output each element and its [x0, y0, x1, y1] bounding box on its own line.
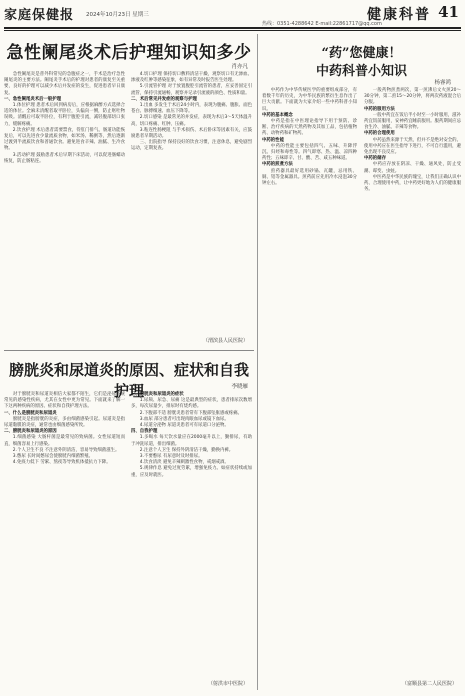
paragraph: 1.体位护理 患者术后回到病房后，应根据麻醉方式选择合适的体位。全麻未清醒者取平卧位，头偏向一侧，防止呕吐物误吸。清醒后可取半卧位，有利于腹腔引流，减轻腹部切口张力，缓解疼痛。 — [4, 103, 125, 127]
right-column — [262, 32, 461, 692]
article3-col2 — [364, 88, 461, 193]
article1-title: 急性阑尾炎术后护理知识知多少 — [6, 43, 252, 63]
paragraph: 3.活动护理 鼓励患者术后早期下床活动，可以促进肠蠕动恢复，防止肠粘连。 — [4, 152, 125, 164]
paragraph: 膀胱炎是指膀胱的炎症，多由细菌感染引起。尿道炎是指尿道黏膜的炎症，通常也由细菌感染所致。 — [4, 416, 125, 429]
subheading: 中药的合理使用 — [364, 131, 395, 137]
issue-date: 2024年10月23日 星期三 — [86, 12, 149, 18]
paragraph: 4.免疫力低下 劳累、熬夜等导致机体抵抗力下降。 — [12, 460, 111, 466]
paragraph: 1.细菌感染 大肠杆菌是最常见的致病菌。女性尿道短而直，细菌容易上行感染。 — [4, 435, 125, 447]
page-header — [4, 2, 461, 26]
article1-source: （渭滨县人民医院） — [202, 338, 248, 344]
article2-col1 — [4, 392, 125, 466]
column-divider — [257, 34, 258, 690]
subheading: 三、膀胱炎和尿道炎的症状 — [131, 392, 184, 397]
paragraph: 中药是指在中医理论指导下用于预防、诊断、治疗疾病的天然药物及其加工品，包括植物药、动物药和矿物药。 — [262, 119, 357, 137]
article3-col1 — [262, 88, 357, 187]
paragraph: 3.粘连性肠梗阻 与手术损伤、术后卧床等因素有关，应鼓励患者早期活动。 — [131, 127, 252, 140]
page-number: 41 — [438, 3, 459, 21]
paragraph: 4.切口护理 保持切口敷料清洁干燥，观察切口有无渗血、渗液及红肿等感染征象，如有异常及时报告医生处理。 — [131, 72, 252, 84]
paragraph: 3.不要憋尿 有尿意时及时排尿。 — [139, 454, 203, 460]
article3-author: 杨睿鸿 — [434, 80, 451, 86]
article1-col1 — [4, 72, 125, 165]
paragraph: 对于膀胱炎和尿道炎相信大家都不陌生，它们是泌尿系统常见的感染性疾病，尤其在女性中更为常见。下面就来了解一下这两种疾病的原因、症状和自我护理方法。 — [4, 392, 125, 410]
contact-info: 热线：0351-4288642 E-mail:22861717@qq.com — [262, 21, 382, 27]
paragraph: 5.引流管护理 对于放置腹腔引流管的患者，应妥善固定引流管，保持引流通畅，观察并记录引流液的颜色、性质和量。 — [131, 84, 252, 96]
paragraph: 中药作为中华传统医学的重要组成部分，有着数千年的历史，为中华民族的繁衍生息作出了巨大贡献。下面就为大家介绍一些中药科普小知识。 — [262, 88, 357, 112]
subheading: 二、膀胱炎和尿道炎的原因 — [4, 429, 57, 435]
paragraph: 中药虽然来源于天然，但并不是绝对安全的。使用中药应在医生指导下进行，不可自行滥用，避免出现不良反应。 — [364, 137, 461, 156]
subheading: 一、急性阑尾炎术后一般护理 — [4, 96, 62, 102]
subheading: 中药的煎煮方法 — [262, 162, 293, 168]
header-rule-thin — [4, 30, 461, 31]
paragraph: 1.多喝水 每天饮水量应在2000毫升以上，勤排尿，有助于冲洗尿道，排出细菌。 — [131, 435, 252, 447]
subheading: 中药的性能 — [262, 137, 284, 143]
paragraph: 2.注意个人卫生 保持外阴清洁干燥，勤换内裤。 — [139, 447, 234, 453]
paragraph: 4.饮食清淡 避免辛辣刺激性食物，戒烟戒酒。 — [139, 460, 229, 466]
article1-author: 肖亦凡 — [231, 64, 248, 70]
article2-author: 李晓雁 — [231, 384, 248, 390]
paragraph: 中药的性能主要包括四气、五味、升降浮沉、归经和毒性等。四气即寒、热、温、凉四种药性；五味即辛、甘、酸、苦、咸五种味道。 — [262, 143, 357, 162]
paragraph: 急性阑尾炎是普外科常见的急腹症之一，手术是治疗急性阑尾炎的主要方法。阑尾炎手术后的护理对患者的康复至关重要，良好的护理可以减少术后并发症的发生，促进患者早日康复。 — [4, 72, 125, 96]
paragraph: 5.规律作息 避免过度劳累，增强免疫力。如症状持续或加重，应及时就医。 — [131, 466, 252, 478]
paragraph: 2.饮食护理 术后患者需要禁食，待肛门排气、肠道功能恢复后，可以先进食少量流质食物，如米汤、稀粥等，然后逐渐过渡到半流质饮食和普通饮食。避免进食辛辣、油腻、生冷食物。 — [4, 127, 125, 152]
article3-title-line2: 中药科普小知识 — [315, 64, 407, 79]
subheading: 中药的基本概念 — [262, 112, 293, 118]
subheading: 四、自我护理 — [131, 429, 158, 435]
article3-source: （富顺县第二人民医院） — [401, 681, 457, 687]
subheading: 一、什么是膀胱炎和尿道炎 — [4, 410, 57, 416]
paragraph: 中医药是中华民族的瑰宝，让我们正确认识中药、合理使用中药，让中药更好地为人们的健康服务。 — [364, 174, 461, 193]
article2-source: （射洪市中医院） — [207, 681, 248, 687]
paragraph: 三、出院指导 保持良好的饮食习惯，注意休息，避免剧烈运动，定期复查。 — [131, 140, 252, 152]
paragraph: 4.尿道分泌物 尿道炎患者可有尿道口分泌物。 — [139, 423, 229, 429]
article2-title: 膀胱炎和尿道炎的原因、症状和自我护理 — [8, 361, 249, 400]
paragraph: 3.憋尿 长时间憋尿会使膀胱内细菌繁殖。 — [12, 454, 94, 460]
left-column — [4, 32, 254, 692]
paragraph: 一般中药宜在饭后半小时至一小时服用，滋补药宜饭前服用，安神药宜睡前服用。服药期间应忌食生冷、油腻、辛辣等食物。 — [364, 112, 461, 131]
paragraph: 2.下腹部不适 膀胱炎患者常有下腹部坠胀感或疼痛。 — [139, 410, 242, 416]
paragraph: 1.尿频、尿急、尿痛 这是最典型的症状，患者排尿次数增多，每次尿量少，排尿时有烧灼感。 — [131, 398, 252, 410]
subheading: 中药的服用方法 — [364, 106, 395, 112]
paragraph: 中药应存放在阴凉、干燥、通风处，防止受潮、霉变、虫蛀。 — [364, 162, 461, 174]
subheading: 二、术后常见并发症的观察与护理 — [131, 96, 197, 102]
article3-title-line1: “药”您健康！ — [321, 46, 402, 61]
section-right-title: 健康科普 — [367, 7, 431, 23]
paragraph: 1.出血 多发生于术后24小时内，表现为腹痛、腹胀、面色苍白、脉搏细速、血压下降等。 — [131, 103, 252, 115]
header-rule — [4, 27, 461, 29]
section-left-title: 家庭保健报 — [4, 8, 75, 23]
paragraph: 2.切口感染 是最常见的并发症，表现为术后3～5天体温升高，切口疼痛、红肿、压痛。 — [131, 115, 252, 127]
article-divider — [4, 350, 254, 351]
paragraph: 3.血尿 部分患者可出现肉眼血尿或镜下血尿。 — [139, 416, 229, 422]
subheading: 中药的储存 — [364, 156, 386, 162]
paragraph: 2.个人卫生不良 不注意外阴清洁，容易导致细菌滋生。 — [12, 447, 120, 453]
paragraph: 煎药器具最好选用砂锅、瓦罐，忌用铁、铜、铝等金属器具。煎药前应先用冷水浸泡30分钟左右。 — [262, 168, 357, 187]
article2-col2 — [131, 392, 252, 479]
paragraph: 一般药物煎煮两次，第一煎沸后文火煎20～30分钟，第二煎15～20分钟，将两次药液混合后分服。 — [364, 88, 461, 106]
article1-col2 — [131, 72, 252, 153]
